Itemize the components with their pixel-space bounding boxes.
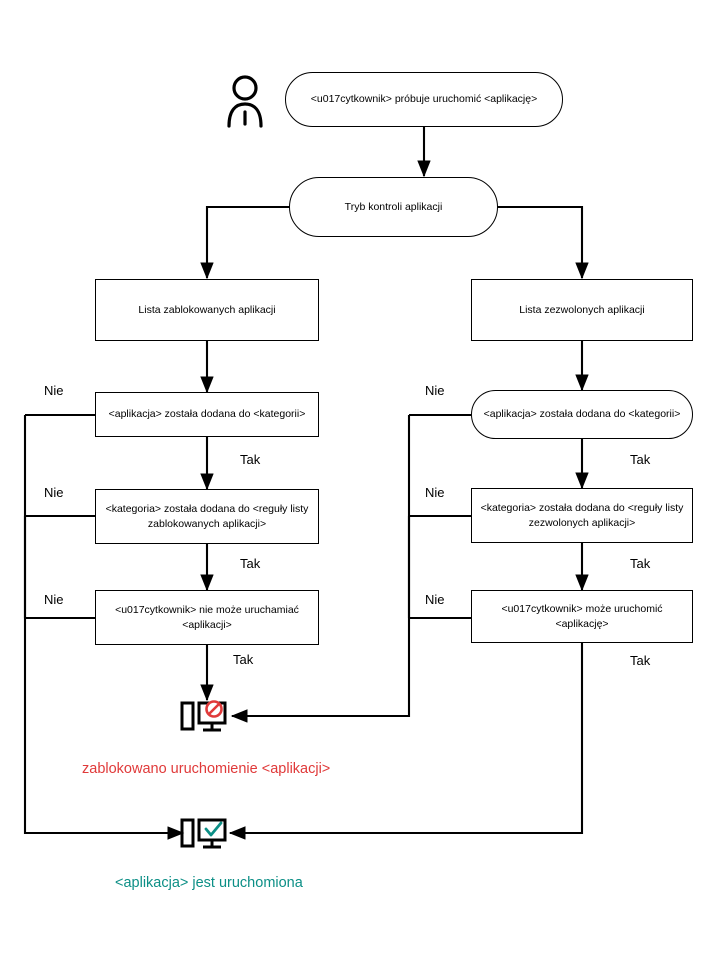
edge-label-right-yes-2: Tak [630,556,651,571]
node-right-2-label: <kategoria> została dodana do <reguły listy zezwolonych aplikacji> [480,502,684,529]
node-left-app-in-category [95,392,319,437]
node-mode-label: Tryb kontroli aplikacji [344,200,443,213]
edge-label-left-yes-2: Tak [240,556,261,571]
node-mode [289,177,498,237]
edge-label-left-no-2: Nie [44,485,64,500]
edge-label-left-no-3: Nie [44,592,64,607]
node-left-2-label: <kategoria> została dodana do <reguły listy zablokowanych aplikacji> [105,503,309,530]
node-left-user-cannot-run [95,590,319,645]
edge-label-left-no-1: Nie [44,383,64,398]
node-blocked-list-label: Lista zablokowanych aplikacji [138,303,276,316]
edge-label-right-no-2: Nie [425,485,445,500]
node-left-3-label: <u017cytkownik> nie może uruchamiać <aplikacji> [115,604,299,631]
node-right-3-label: <u017cytkownik> może uruchomić <aplikację> [501,603,663,630]
monitor-check-icon [182,820,225,847]
node-right-category-in-rule [471,488,693,543]
edge-mode-to-allowed-list [497,207,582,278]
user-icon [229,77,261,126]
edge-r3-to-started-icon [230,643,582,833]
node-right-app-in-category [471,390,693,439]
edge-mode-to-blocked-list [207,207,291,278]
node-right-user-can-run [471,590,693,643]
node-left-category-in-rule [95,489,319,544]
node-left-1-label: <aplikacja> została dodana do <kategorii> [108,408,306,421]
edge-label-right-no-3: Nie [425,592,445,607]
edge-label-left-yes-1: Tak [240,452,261,467]
monitor-blocked-icon [182,702,225,731]
node-right-1-label: <aplikacja> została dodana do <kategorii> [483,408,681,421]
caption-blocked: zablokowano uruchomienie <aplikacji> [82,761,331,777]
edge-label-left-yes-3: Tak [233,652,254,667]
edge-label-right-yes-3: Tak [630,653,651,668]
edge-label-right-no-1: Nie [425,383,445,398]
node-allowed-list [471,279,693,341]
node-start [285,72,563,127]
node-start-label: <u017cytkownik> próbuje uruchomić <aplikację> [310,93,538,106]
caption-started: <aplikacja> jest uruchomiona [115,875,303,891]
node-blocked-list [95,279,319,341]
edge-label-right-yes-1: Tak [630,452,651,467]
node-allowed-list-label: Lista zezwolonych aplikacji [519,303,645,316]
